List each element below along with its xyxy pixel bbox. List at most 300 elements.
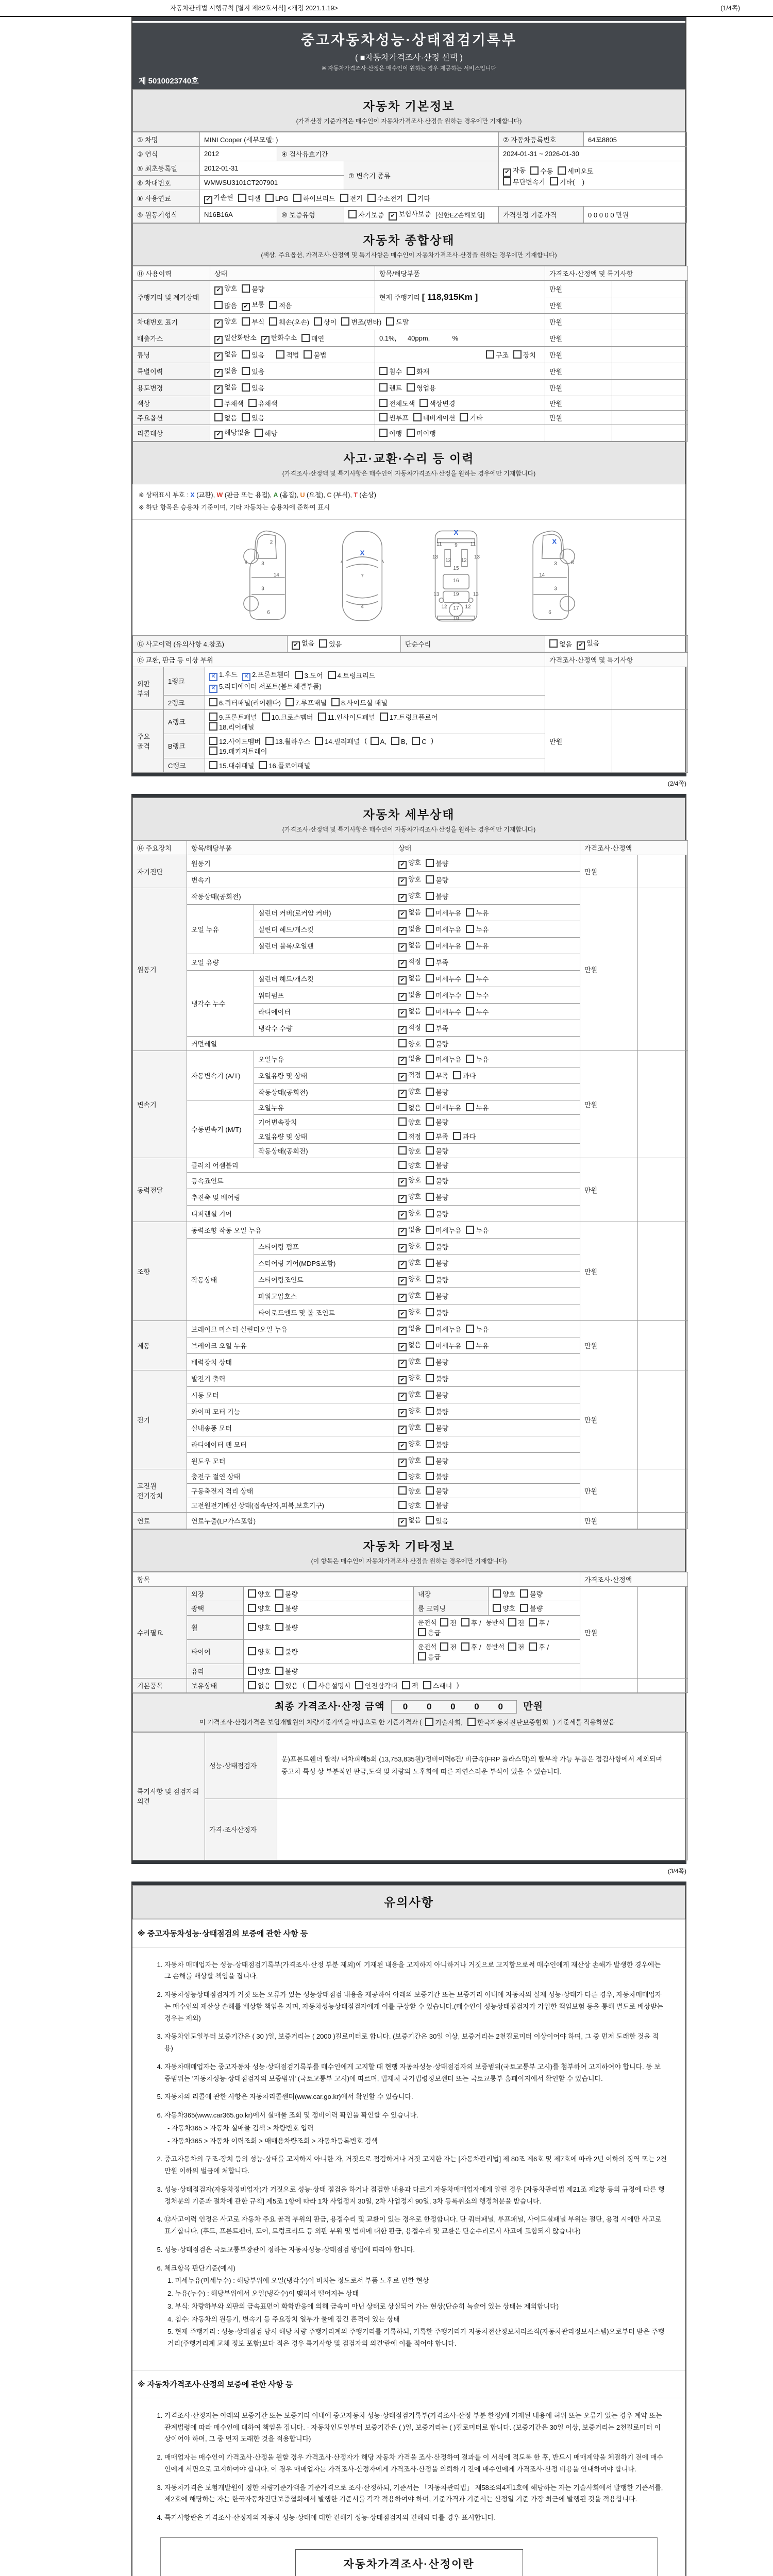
checkbox-icon[interactable] [242, 317, 250, 326]
checkbox-icon[interactable] [209, 747, 217, 755]
checkbox-없음[interactable] [214, 349, 237, 361]
checkbox-icon[interactable] [285, 698, 294, 706]
checkbox-icon[interactable] [549, 639, 558, 648]
checkbox-icon[interactable] [348, 210, 357, 218]
checkbox-누유[interactable] [466, 941, 489, 951]
checkbox-icon[interactable] [386, 317, 394, 326]
checkbox-icon[interactable] [242, 413, 250, 421]
checkbox-후-/[interactable] [461, 1618, 481, 1628]
checkbox-icon[interactable] [440, 1642, 448, 1651]
checkbox-icon[interactable] [402, 1681, 410, 1689]
checkbox-icon[interactable] [530, 166, 539, 175]
checkbox-잭[interactable] [402, 1681, 418, 1690]
checkbox-응급[interactable] [418, 1652, 441, 1662]
checkbox-icon[interactable] [426, 1423, 434, 1432]
checkbox-icon[interactable]: ✔ [398, 1426, 407, 1434]
checkbox-하이브리드[interactable] [293, 193, 335, 203]
checkbox-썬루프[interactable] [379, 413, 409, 422]
checkbox-불량[interactable] [426, 1291, 448, 1301]
checkbox-LPG[interactable] [265, 194, 289, 202]
checkbox-icon[interactable] [371, 737, 379, 745]
checkbox-양호[interactable] [398, 1191, 421, 1203]
checkbox-icon[interactable] [426, 1161, 434, 1169]
checkbox-icon[interactable]: ✔ [398, 1360, 407, 1368]
checkbox-16.플로어패널[interactable] [259, 760, 310, 770]
checkbox-해당없음[interactable] [214, 427, 250, 439]
checkbox-B,[interactable] [391, 737, 407, 745]
checkbox-icon[interactable] [426, 1472, 434, 1480]
checkbox-무단변속기[interactable] [503, 177, 545, 187]
checkbox-10.크로스멤버[interactable] [262, 712, 313, 722]
checkbox-icon[interactable] [269, 317, 277, 326]
checkbox-icon[interactable] [426, 1407, 434, 1415]
checkbox-누유[interactable] [466, 1324, 489, 1334]
checkbox-icon[interactable] [426, 958, 434, 966]
checkbox-icon[interactable] [453, 1132, 461, 1140]
checkbox-미세누유[interactable] [426, 908, 461, 918]
checkbox-icon[interactable] [513, 350, 522, 359]
checkbox-양호[interactable] [398, 1471, 421, 1481]
checkbox-양호[interactable] [214, 316, 237, 328]
checkbox-icon[interactable] [426, 1132, 434, 1140]
checkbox-있음[interactable] [242, 413, 264, 422]
checkbox-icon[interactable]: ✕ [209, 685, 217, 693]
checkbox-양호[interactable] [398, 1422, 421, 1434]
checkbox-6.쿼터패널(리어휀다)[interactable] [209, 698, 281, 707]
checkbox-불량[interactable] [275, 1603, 298, 1613]
checkbox-icon[interactable] [248, 1681, 256, 1689]
checkbox-icon[interactable] [426, 1259, 434, 1267]
checkbox-icon[interactable] [295, 671, 303, 679]
checkbox-icon[interactable] [426, 1176, 434, 1184]
checkbox-양호[interactable] [214, 283, 237, 295]
checkbox-icon[interactable] [426, 1501, 434, 1509]
checkbox-응급[interactable] [418, 1628, 441, 1637]
checkbox-icon[interactable] [407, 429, 415, 437]
checkbox-양호[interactable] [398, 1175, 421, 1187]
checkbox-누수[interactable] [466, 1007, 489, 1016]
checkbox-icon[interactable] [520, 1604, 528, 1612]
checkbox-양호[interactable] [398, 1241, 421, 1252]
checkbox-자동[interactable] [503, 165, 526, 177]
checkbox-기타[interactable] [408, 193, 430, 203]
checkbox-불량[interactable] [242, 284, 264, 294]
checkbox-icon[interactable] [426, 1146, 434, 1155]
checkbox-icon[interactable] [453, 1071, 461, 1079]
checkbox-장치[interactable] [513, 350, 536, 360]
checkbox-미세누유[interactable] [426, 1054, 461, 1064]
checkbox-있음[interactable] [319, 639, 342, 649]
checkbox-누유[interactable] [466, 1054, 489, 1064]
checkbox-icon[interactable] [293, 194, 301, 202]
checkbox-icon[interactable] [508, 1618, 516, 1626]
checkbox-icon[interactable]: ✔ [398, 993, 407, 1001]
checkbox-양호[interactable] [398, 1486, 421, 1496]
checkbox-일산화탄소[interactable] [214, 332, 257, 344]
checkbox-icon[interactable] [209, 761, 217, 769]
checkbox-불량[interactable] [426, 1471, 448, 1481]
checkbox-icon[interactable] [209, 713, 217, 721]
checkbox-icon[interactable] [209, 722, 217, 731]
checkbox-양호[interactable] [398, 1389, 421, 1401]
checkbox-icon[interactable]: ✔ [398, 1244, 407, 1252]
checkbox-A,[interactable] [371, 737, 386, 745]
checkbox-icon[interactable] [426, 1242, 434, 1250]
checkbox-없음[interactable] [398, 923, 421, 935]
checkbox-icon[interactable]: ✔ [398, 1261, 407, 1269]
checkbox-icon[interactable] [379, 383, 388, 392]
checkbox-icon[interactable]: ✔ [398, 1310, 407, 1318]
checkbox-icon[interactable] [248, 1623, 256, 1631]
checkbox-양호[interactable] [398, 874, 421, 886]
checkbox-icon[interactable] [276, 350, 284, 359]
checkbox-icon[interactable]: ✔ [398, 1009, 407, 1018]
checkbox-전기[interactable] [340, 193, 363, 203]
checkbox-icon[interactable] [318, 713, 326, 721]
checkbox-미세누유[interactable] [426, 924, 461, 934]
checkbox-icon[interactable] [355, 1681, 363, 1689]
checkbox-icon[interactable] [466, 1226, 474, 1234]
checkbox-icon[interactable] [398, 1132, 407, 1140]
checkbox-있음[interactable] [275, 1681, 298, 1690]
checkbox-18.리어패널[interactable] [209, 722, 254, 732]
checkbox-icon[interactable] [275, 1667, 283, 1675]
checkbox-13.휠하우스[interactable] [265, 736, 310, 746]
checkbox-전[interactable] [508, 1642, 525, 1652]
checkbox-양호[interactable] [248, 1603, 271, 1613]
checkbox-icon[interactable] [426, 1071, 434, 1079]
checkbox-icon[interactable]: ✕ [209, 673, 217, 681]
checkbox-icon[interactable] [426, 875, 434, 884]
checkbox-icon[interactable]: ✔ [398, 1409, 407, 1417]
checkbox-icon[interactable]: ✔ [398, 1211, 407, 1219]
checkbox-유채색[interactable] [248, 398, 278, 408]
checkbox-icon[interactable] [423, 1681, 431, 1689]
checkbox-icon[interactable] [314, 317, 322, 326]
checkbox-과다[interactable] [453, 1131, 476, 1141]
checkbox-가솔린[interactable] [204, 192, 233, 204]
checkbox-2.프론트휀더[interactable] [242, 669, 290, 681]
checkbox-icon[interactable]: ✔ [398, 1343, 407, 1351]
checkbox-icon[interactable] [398, 1501, 407, 1509]
checkbox-상이[interactable] [314, 317, 337, 327]
checkbox-있음[interactable] [426, 1516, 448, 1526]
checkbox-icon[interactable] [209, 698, 217, 706]
checkbox-icon[interactable] [214, 301, 223, 309]
checkbox-icon[interactable] [398, 1103, 407, 1111]
checkbox-C[interactable] [412, 737, 426, 745]
checkbox-icon[interactable] [214, 399, 223, 407]
checkbox-icon[interactable] [426, 1103, 434, 1111]
checkbox-양호[interactable] [398, 1208, 421, 1219]
checkbox-불량[interactable] [520, 1603, 543, 1613]
checkbox-15.대쉬패널[interactable] [209, 760, 254, 770]
checkbox-icon[interactable] [408, 194, 416, 202]
checkbox-불법[interactable] [304, 350, 326, 360]
checkbox-8.사이드실-패널[interactable] [331, 698, 388, 707]
checkbox-있음[interactable] [242, 350, 264, 360]
checkbox-양호[interactable] [398, 1117, 421, 1127]
checkbox-icon[interactable]: ✔ [398, 861, 407, 869]
checkbox-icon[interactable]: ✔ [214, 319, 223, 328]
checkbox-icon[interactable] [328, 671, 336, 679]
checkbox-icon[interactable] [398, 1161, 407, 1169]
checkbox-후-/[interactable] [529, 1618, 549, 1628]
checkbox-icon[interactable]: ✔ [214, 352, 223, 361]
checkbox-누유[interactable] [466, 1341, 489, 1350]
checkbox-icon[interactable] [269, 301, 277, 309]
checkbox-icon[interactable] [466, 941, 474, 950]
checkbox-icon[interactable]: ✔ [214, 369, 223, 377]
checkbox-불량[interactable] [426, 1258, 448, 1268]
checkbox-icon[interactable] [275, 1647, 283, 1655]
checkbox-기술사회,[interactable] [425, 1717, 463, 1727]
checkbox-icon[interactable] [426, 1193, 434, 1201]
checkbox-icon[interactable] [304, 350, 312, 359]
checkbox-icon[interactable] [426, 892, 434, 900]
checkbox-불량[interactable] [426, 1160, 448, 1170]
checkbox-icon[interactable]: ✕ [242, 673, 250, 681]
checkbox-icon[interactable]: ✔ [398, 943, 407, 952]
checkbox-icon[interactable] [529, 1618, 537, 1626]
checkbox-icon[interactable] [558, 166, 566, 175]
checkbox-없음[interactable] [398, 1103, 421, 1112]
checkbox-3.도어[interactable] [295, 670, 323, 680]
checkbox-양호[interactable] [398, 1356, 421, 1368]
checkbox-누수[interactable] [466, 990, 489, 1000]
checkbox-icon[interactable] [419, 399, 428, 407]
checkbox-영업용[interactable] [407, 383, 436, 393]
checkbox-icon[interactable] [529, 1642, 537, 1651]
checkbox-icon[interactable] [426, 925, 434, 933]
checkbox-불량[interactable] [426, 891, 448, 901]
checkbox-icon[interactable] [426, 974, 434, 982]
checkbox-icon[interactable] [398, 1146, 407, 1155]
checkbox-icon[interactable]: ✔ [214, 336, 223, 344]
checkbox-icon[interactable] [466, 908, 474, 917]
checkbox-불량[interactable] [426, 875, 448, 885]
checkbox-icon[interactable] [466, 1325, 474, 1333]
checkbox-icon[interactable] [460, 413, 468, 421]
checkbox-양호[interactable] [248, 1589, 271, 1599]
checkbox-양호[interactable] [398, 1290, 421, 1302]
checkbox-icon[interactable] [508, 1642, 516, 1651]
checkbox-불량[interactable] [426, 1192, 448, 1202]
checkbox-매연[interactable] [301, 333, 324, 343]
checkbox-누유[interactable] [466, 1225, 489, 1235]
checkbox-양호[interactable] [398, 1455, 421, 1467]
checkbox-불량[interactable] [275, 1647, 298, 1656]
checkbox-전[interactable] [508, 1618, 525, 1628]
checkbox-불량[interactable] [426, 1390, 448, 1400]
checkbox-icon[interactable]: ✔ [214, 286, 223, 295]
checkbox-양호[interactable] [493, 1589, 515, 1599]
checkbox-미세누수[interactable] [426, 1007, 461, 1016]
checkbox-화재[interactable] [407, 366, 429, 376]
checkbox-icon[interactable] [265, 194, 274, 202]
checkbox-있음[interactable] [242, 383, 264, 393]
checkbox-icon[interactable] [426, 1440, 434, 1448]
checkbox-icon[interactable] [425, 1718, 433, 1726]
checkbox-이행[interactable] [379, 428, 402, 438]
checkbox-누유[interactable] [466, 1103, 489, 1112]
checkbox-5.라디에이터-서포트(볼트체결부품)[interactable] [209, 681, 322, 693]
checkbox-icon[interactable] [301, 334, 310, 342]
checkbox-양호[interactable] [398, 1307, 421, 1318]
checkbox-icon[interactable] [379, 367, 388, 375]
checkbox-변조(변타)[interactable] [341, 317, 381, 327]
checkbox-적정[interactable] [398, 956, 421, 968]
checkbox-디젤[interactable] [238, 193, 261, 203]
checkbox-icon[interactable] [426, 941, 434, 950]
checkbox-보통[interactable] [242, 299, 264, 311]
checkbox-icon[interactable]: ✔ [398, 1090, 407, 1098]
checkbox-icon[interactable]: ✔ [398, 976, 407, 985]
checkbox-미이행[interactable] [407, 428, 436, 438]
checkbox-전[interactable] [440, 1618, 457, 1628]
checkbox-안전삼각대[interactable] [355, 1681, 397, 1690]
checkbox-icon[interactable] [331, 698, 340, 706]
checkbox-icon[interactable] [398, 1117, 407, 1126]
checkbox-icon[interactable]: ✔ [204, 196, 212, 204]
checkbox-누유[interactable] [466, 924, 489, 934]
checkbox-icon[interactable] [466, 1007, 474, 1015]
checkbox-9.프론트패널[interactable] [209, 712, 257, 722]
checkbox-icon[interactable] [380, 713, 388, 721]
checkbox-icon[interactable]: ✔ [292, 641, 300, 650]
checkbox-icon[interactable] [426, 1039, 434, 1047]
checkbox-icon[interactable] [319, 639, 327, 648]
checkbox-icon[interactable]: ✔ [398, 910, 407, 919]
checkbox-icon[interactable] [520, 1589, 528, 1598]
checkbox-19.패키지트레이[interactable] [209, 746, 267, 756]
checkbox-icon[interactable]: ✔ [214, 385, 223, 394]
checkbox-적음[interactable] [269, 300, 292, 310]
checkbox-icon[interactable]: ✔ [389, 212, 397, 221]
checkbox-icon[interactable]: ✔ [398, 1057, 407, 1065]
checkbox-수동[interactable] [530, 166, 553, 176]
checkbox-부족[interactable] [426, 957, 448, 967]
checkbox-양호[interactable] [398, 1372, 421, 1384]
checkbox-icon[interactable]: ✔ [398, 1178, 407, 1187]
checkbox-icon[interactable] [275, 1604, 283, 1612]
checkbox-불량[interactable] [426, 1406, 448, 1416]
checkbox-없음[interactable] [398, 907, 421, 919]
checkbox-icon[interactable] [340, 194, 348, 202]
checkbox-icon[interactable] [466, 974, 474, 982]
checkbox-없음[interactable] [214, 382, 237, 394]
checkbox-불량[interactable] [426, 1176, 448, 1185]
checkbox-불량[interactable] [426, 1242, 448, 1251]
checkbox-불량[interactable] [275, 1666, 298, 1676]
checkbox-icon[interactable] [426, 991, 434, 999]
checkbox-과다[interactable] [453, 1071, 476, 1080]
checkbox-미세누유[interactable] [426, 1341, 461, 1350]
checkbox-icon[interactable] [426, 1024, 434, 1032]
checkbox-icon[interactable] [275, 1589, 283, 1598]
checkbox-양호[interactable] [493, 1603, 515, 1613]
checkbox-수소전기[interactable] [367, 193, 403, 203]
checkbox-불량[interactable] [426, 1087, 448, 1097]
checkbox-icon[interactable]: ✔ [398, 927, 407, 935]
checkbox-icon[interactable] [255, 429, 263, 437]
checkbox-미세누유[interactable] [426, 1103, 461, 1112]
checkbox-icon[interactable] [426, 1209, 434, 1217]
checkbox-14.필러패널[interactable] [315, 736, 360, 746]
checkbox-없음[interactable] [398, 989, 421, 1001]
checkbox-없음[interactable] [398, 1515, 421, 1527]
checkbox-없음[interactable] [292, 638, 314, 650]
checkbox-자기보증[interactable] [348, 210, 384, 219]
checkbox-12.사이드멤버[interactable] [209, 736, 261, 746]
checkbox-icon[interactable] [466, 925, 474, 933]
checkbox-사용설명서[interactable] [308, 1681, 350, 1690]
checkbox-전체도색[interactable] [379, 398, 415, 408]
checkbox-icon[interactable] [426, 1358, 434, 1366]
checkbox-없음[interactable] [398, 1224, 421, 1236]
checkbox-icon[interactable] [242, 383, 250, 392]
checkbox-icon[interactable]: ✔ [398, 1294, 407, 1302]
checkbox-icon[interactable] [426, 1226, 434, 1234]
checkbox-icon[interactable] [426, 1516, 434, 1524]
checkbox-icon[interactable] [466, 991, 474, 999]
checkbox-icon[interactable] [265, 737, 274, 745]
checkbox-icon[interactable] [398, 1486, 407, 1495]
checkbox-icon[interactable] [426, 1374, 434, 1382]
checkbox-없음[interactable] [398, 1006, 421, 1018]
checkbox-부식[interactable] [242, 317, 264, 327]
checkbox-무채색[interactable] [214, 398, 244, 408]
checkbox-icon[interactable] [426, 1325, 434, 1333]
checkbox-icon[interactable] [493, 1604, 501, 1612]
checkbox-양호[interactable] [248, 1647, 271, 1656]
checkbox-불량[interactable] [275, 1622, 298, 1632]
checkbox-양호[interactable] [398, 1438, 421, 1450]
checkbox-11.인사이드패널[interactable] [318, 712, 375, 722]
checkbox-icon[interactable]: ✔ [214, 431, 223, 439]
checkbox-icon[interactable] [440, 1618, 448, 1626]
checkbox-icon[interactable]: ✔ [577, 641, 585, 650]
checkbox-불량[interactable] [426, 1308, 448, 1317]
checkbox-없음[interactable] [398, 1053, 421, 1065]
checkbox-없음[interactable] [549, 639, 572, 649]
checkbox-icon[interactable]: ✔ [398, 1228, 407, 1236]
checkbox-기타[interactable] [460, 413, 482, 422]
checkbox-icon[interactable] [248, 1647, 256, 1655]
checkbox-4.트렁크리드[interactable] [328, 670, 376, 680]
checkbox-icon[interactable] [391, 737, 399, 745]
checkbox-icon[interactable] [466, 1103, 474, 1111]
checkbox-icon[interactable] [426, 1486, 434, 1495]
checkbox-보험사보증[interactable] [389, 209, 431, 221]
checkbox-icon[interactable] [248, 1604, 256, 1612]
checkbox-불량[interactable] [426, 1456, 448, 1466]
checkbox-icon[interactable] [413, 413, 422, 421]
checkbox-양호[interactable] [398, 1500, 421, 1510]
checkbox-icon[interactable] [466, 1055, 474, 1063]
checkbox-한국자동차진단보증협회[interactable] [467, 1717, 548, 1727]
checkbox-icon[interactable] [308, 1681, 316, 1689]
checkbox-icon[interactable] [248, 399, 257, 407]
checkbox-icon[interactable] [275, 1681, 283, 1689]
checkbox-icon[interactable] [238, 194, 246, 202]
checkbox-icon[interactable] [209, 737, 217, 745]
checkbox-양호[interactable] [398, 1274, 421, 1285]
checkbox-양호[interactable] [398, 1405, 421, 1417]
checkbox-icon[interactable] [275, 1623, 283, 1631]
checkbox-미세누수[interactable] [426, 990, 461, 1000]
checkbox-양호[interactable] [248, 1666, 271, 1676]
